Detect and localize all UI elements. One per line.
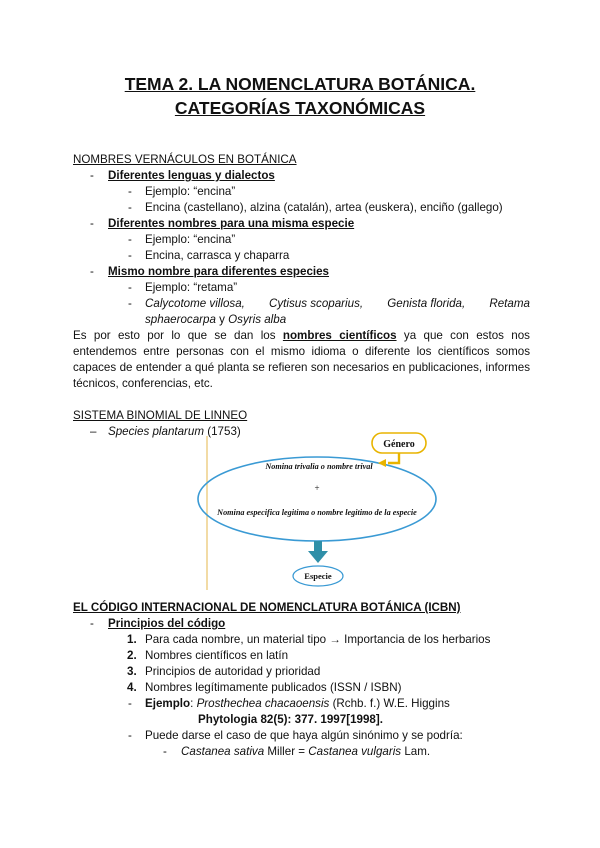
title-line-2: CATEGORÍAS TAXONÓMICAS bbox=[174, 98, 426, 118]
dash: - bbox=[128, 201, 132, 214]
paragraph-text: ya que con estos nos entendemos entre personas con el mismo idioma o diferente los científicos somos capaces de entender a qué planta se refieren son necesarios en publicaciones, informes técnicos, conferencias, etc. bbox=[73, 329, 530, 390]
title-line-1: TEMA 2. LA NOMENCLATURA BOTÁNICA. bbox=[124, 74, 476, 94]
example-species: Prosthechea chacaoensis bbox=[196, 697, 330, 710]
section-heading-icbn: EL CÓDIGO INTERNACIONAL DE NOMENCLATURA BOTÁNICA (ICBN) bbox=[73, 601, 461, 614]
dash: - bbox=[90, 217, 94, 230]
dash: - bbox=[128, 281, 132, 294]
dash: - bbox=[90, 265, 94, 278]
dash: - bbox=[90, 617, 94, 630]
section-heading-vernacular: NOMBRES VERNÁCULOS EN BOTÁNICA bbox=[73, 153, 297, 166]
example-label: Ejemplo bbox=[145, 697, 191, 710]
conjunction: y bbox=[215, 313, 229, 326]
dash: - bbox=[128, 249, 132, 262]
dash: - bbox=[128, 233, 132, 246]
species-name: Genista florida, bbox=[387, 297, 466, 310]
dash: - bbox=[90, 169, 94, 182]
synonym-author: Lam. bbox=[401, 745, 431, 758]
principles-heading: Principios del código bbox=[108, 617, 226, 630]
book-title: Species plantarum bbox=[108, 425, 205, 438]
group-label-names: Diferentes nombres para una misma especie bbox=[108, 217, 355, 230]
paragraph-emphasis: nombres científicos bbox=[282, 329, 397, 342]
synonym-species: Castanea sativa bbox=[181, 745, 265, 758]
example-colon: : bbox=[190, 697, 197, 710]
principle-item: Para cada nombre, un material tipo → Importancia de los herbarios bbox=[145, 633, 491, 646]
species-name: Cytisus scoparius, bbox=[269, 297, 364, 310]
book-year: (1753) bbox=[204, 425, 241, 438]
synonym-example bbox=[181, 744, 430, 759]
example-line bbox=[145, 696, 450, 711]
species-label: Especie bbox=[304, 571, 332, 581]
list-item: Ejemplo: “retama” bbox=[145, 281, 238, 294]
dash: - bbox=[128, 185, 132, 198]
genus-connector bbox=[388, 453, 399, 463]
plus-sign: + bbox=[314, 483, 320, 493]
list-item: Ejemplo: “encina” bbox=[145, 185, 236, 198]
dash: – bbox=[90, 425, 97, 438]
dash: - bbox=[163, 745, 167, 758]
list-number: 4. bbox=[127, 681, 137, 694]
dash: - bbox=[128, 729, 132, 742]
section-heading-binomial: SISTEMA BINOMIAL DE LINNEO bbox=[73, 409, 248, 422]
species-arrowhead bbox=[308, 551, 328, 563]
dash: - bbox=[128, 697, 132, 710]
group-label-same-name: Mismo nombre para diferentes especies bbox=[108, 265, 330, 278]
group-label-languages: Diferentes lenguas y dialectos bbox=[108, 169, 275, 182]
genus-arrowhead bbox=[378, 459, 386, 467]
list-number: 3. bbox=[127, 665, 137, 678]
list-item: Encina (castellano), alzina (catalán), artea (euskera), enciño (gallego) bbox=[145, 201, 503, 214]
species-name: Retama bbox=[489, 297, 530, 310]
synonym-intro: Puede darse el caso de que haya algún sinónimo y se podría: bbox=[145, 729, 463, 742]
list-number: 1. bbox=[127, 633, 137, 646]
list-item: Ejemplo: “encina” bbox=[145, 233, 236, 246]
species-name: sphaerocarpa bbox=[145, 313, 216, 326]
paragraph-text: Es por esto por lo que se dan los bbox=[73, 329, 283, 342]
trivial-name-label: Nomina trivalia o nombre trival bbox=[265, 462, 373, 471]
specific-name-label: Nomina especifica legitima o nombre legitimo de la especie bbox=[217, 508, 417, 517]
synonym-author: Miller = bbox=[264, 745, 309, 758]
genus-label: Género bbox=[383, 439, 415, 450]
principle-item: Principios de autoridad y prioridad bbox=[145, 665, 321, 678]
principle-item: Nombres legítimamente publicados (ISSN / ISBN) bbox=[145, 681, 402, 694]
list-number: 2. bbox=[127, 649, 137, 662]
example-reference: Phytologia 82(5): 377. 1997[1998]. bbox=[198, 713, 383, 726]
dash: - bbox=[128, 297, 132, 310]
list-item: Encina, carrasca y chaparra bbox=[145, 249, 290, 262]
species-arrow-shaft bbox=[314, 541, 322, 552]
species-name: Calycotome villosa, bbox=[145, 297, 245, 310]
synonym-species: Castanea vulgaris bbox=[308, 745, 402, 758]
principle-item: Nombres científicos en latín bbox=[145, 649, 289, 662]
example-author: (Rchb. f.) W.E. Higgins bbox=[329, 697, 450, 710]
species-name: Osyris alba bbox=[228, 313, 287, 326]
